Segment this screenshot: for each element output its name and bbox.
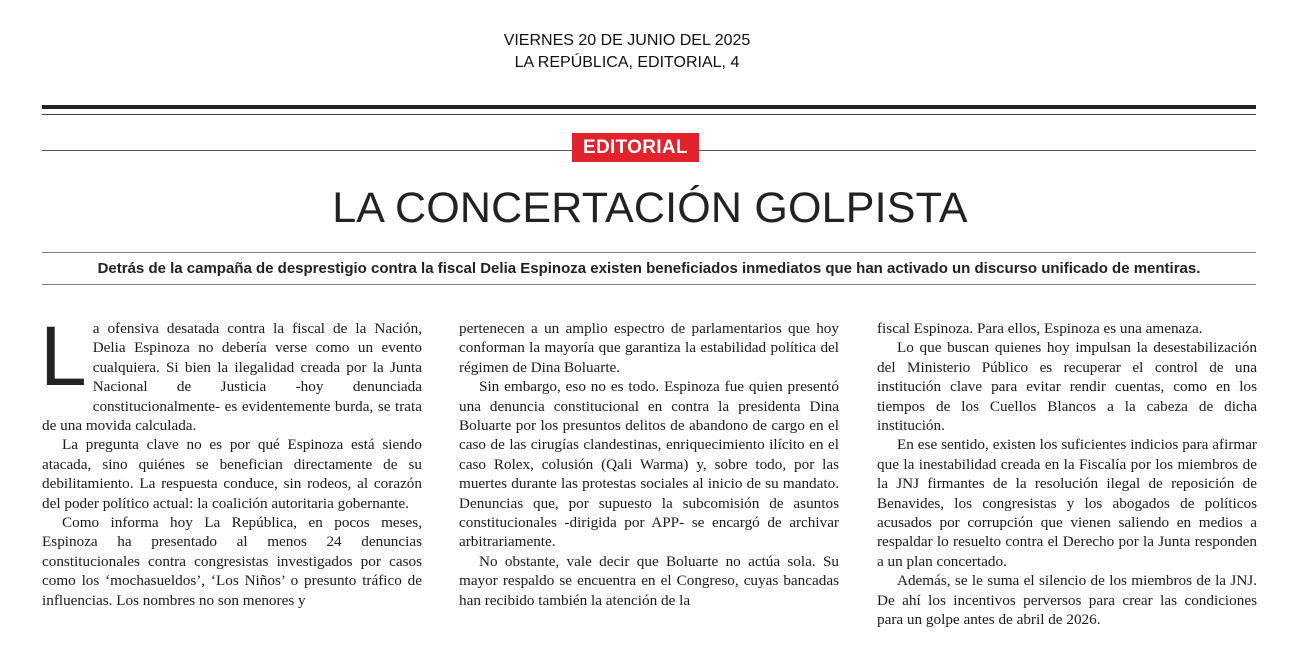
paragraph: Como informa hoy La República, en pocos meses, Espinoza ha presentado al menos 24 denuncias constitucionales contra congresistas investigados por casos como los ‘mochasueldos’, ‘Los Niños’ o presunto tráfico de influencias. Los nombres no son menores y — [42, 514, 422, 609]
subtitle-rule-bottom — [42, 284, 1256, 285]
article-subtitle: Detrás de la campaña de desprestigio contra la fiscal Delia Espinoza existen beneficiados inmediatos que han activado un discurso unificado de mentiras. — [97, 260, 1201, 277]
paragraph: La pregunta clave no es por qué Espinoza está siendo atacada, sino quiénes se benefician directamente de su debilitamiento. La respuesta conduce, sin rodeos, al corazón del poder político actual: la coalición autoritaria gobernante. — [42, 436, 422, 512]
paragraph: No obstante, vale decir que Boluarte no actúa sola. Su mayor respaldo se encuentra en el Congreso, cuyas bancadas han recibido también la atención de la — [459, 552, 839, 609]
article-column-1 — [40, 309, 422, 610]
paragraph — [40, 309, 422, 435]
article-column-2 — [459, 319, 839, 610]
header-date: VIERNES 20 DE JUNIO DEL 2025 — [503, 32, 751, 49]
paragraph: Sin embargo, eso no es todo. Espinoza fue quien presentó una denuncia constitucional en contra la presidenta Dina Boluarte por los presuntos delitos de abandono de cargo en el caso de las cirugías clandestinas, enriquecimiento ilícito en el caso Rolex, colusión (Qali Warma) y, sobre todo, por las muertes durante las protestas sociales al inicio de su mandato. Denuncias que, por supuesto la subcomisión de asuntos constitucionales -dirigida por APP- se encargó de archivar arbitrariamente. — [459, 378, 839, 551]
header-source: LA REPÚBLICA, EDITORIAL, 4 — [514, 54, 740, 71]
paragraph: En ese sentido, existen los suficientes indicios para afirmar que la inestabilidad creada en la Fiscalía por los miembros de la JNJ firmantes de la resolución ilegal de reposición de Benavides, los congresistas y los abogados de políticos acusados por corrupción que vienen saliendo en medios a respaldar lo resuelto contra el Derecho por la Junta responden a un plan concertado. — [877, 436, 1257, 570]
page-header — [0, 30, 1254, 74]
article-title: LA CONCERTACIÓN GOLPISTA — [332, 184, 968, 232]
header-rule-thick — [42, 105, 1256, 109]
header-rule-thin — [42, 114, 1256, 115]
section-label: EDITORIAL — [572, 133, 699, 162]
paragraph: Además, se le suma el silencio de los miembros de la JNJ. De ahí los incentivos perversos para crear las condiciones para un golpe antes de abril de 2026. — [877, 572, 1257, 629]
article-column-3 — [877, 319, 1257, 630]
paragraph: Lo que buscan quienes hoy impulsan la desestabilización del Ministerio Público es recuperar el control de una institución clave para evitar rendir cuentas, como en los tiempos de los Cuellos Blancos a la cabeza de dicha institución. — [877, 339, 1257, 435]
paragraph: pertenecen a un amplio espectro de parlamentarios que hoy conforman la mayoría que garantiza la estabilidad política del régimen de Dina Boluarte. — [459, 320, 839, 376]
paragraph: fiscal Espinoza. Para ellos, Espinoza es una amenaza. — [877, 320, 1203, 337]
paragraph-text: a ofensiva desatada contra la fiscal de la Nación, Delia Espinoza no debería verse como un evento cualquiera. Si bien la ilegalidad creada por la Junta Nacional de Justicia -hoy denunciada constitucionalmente- es evidentemente burda, se trata de una movida calculada. — [42, 320, 422, 435]
subtitle-rule-top — [42, 252, 1256, 253]
drop-cap: L — [40, 309, 87, 403]
